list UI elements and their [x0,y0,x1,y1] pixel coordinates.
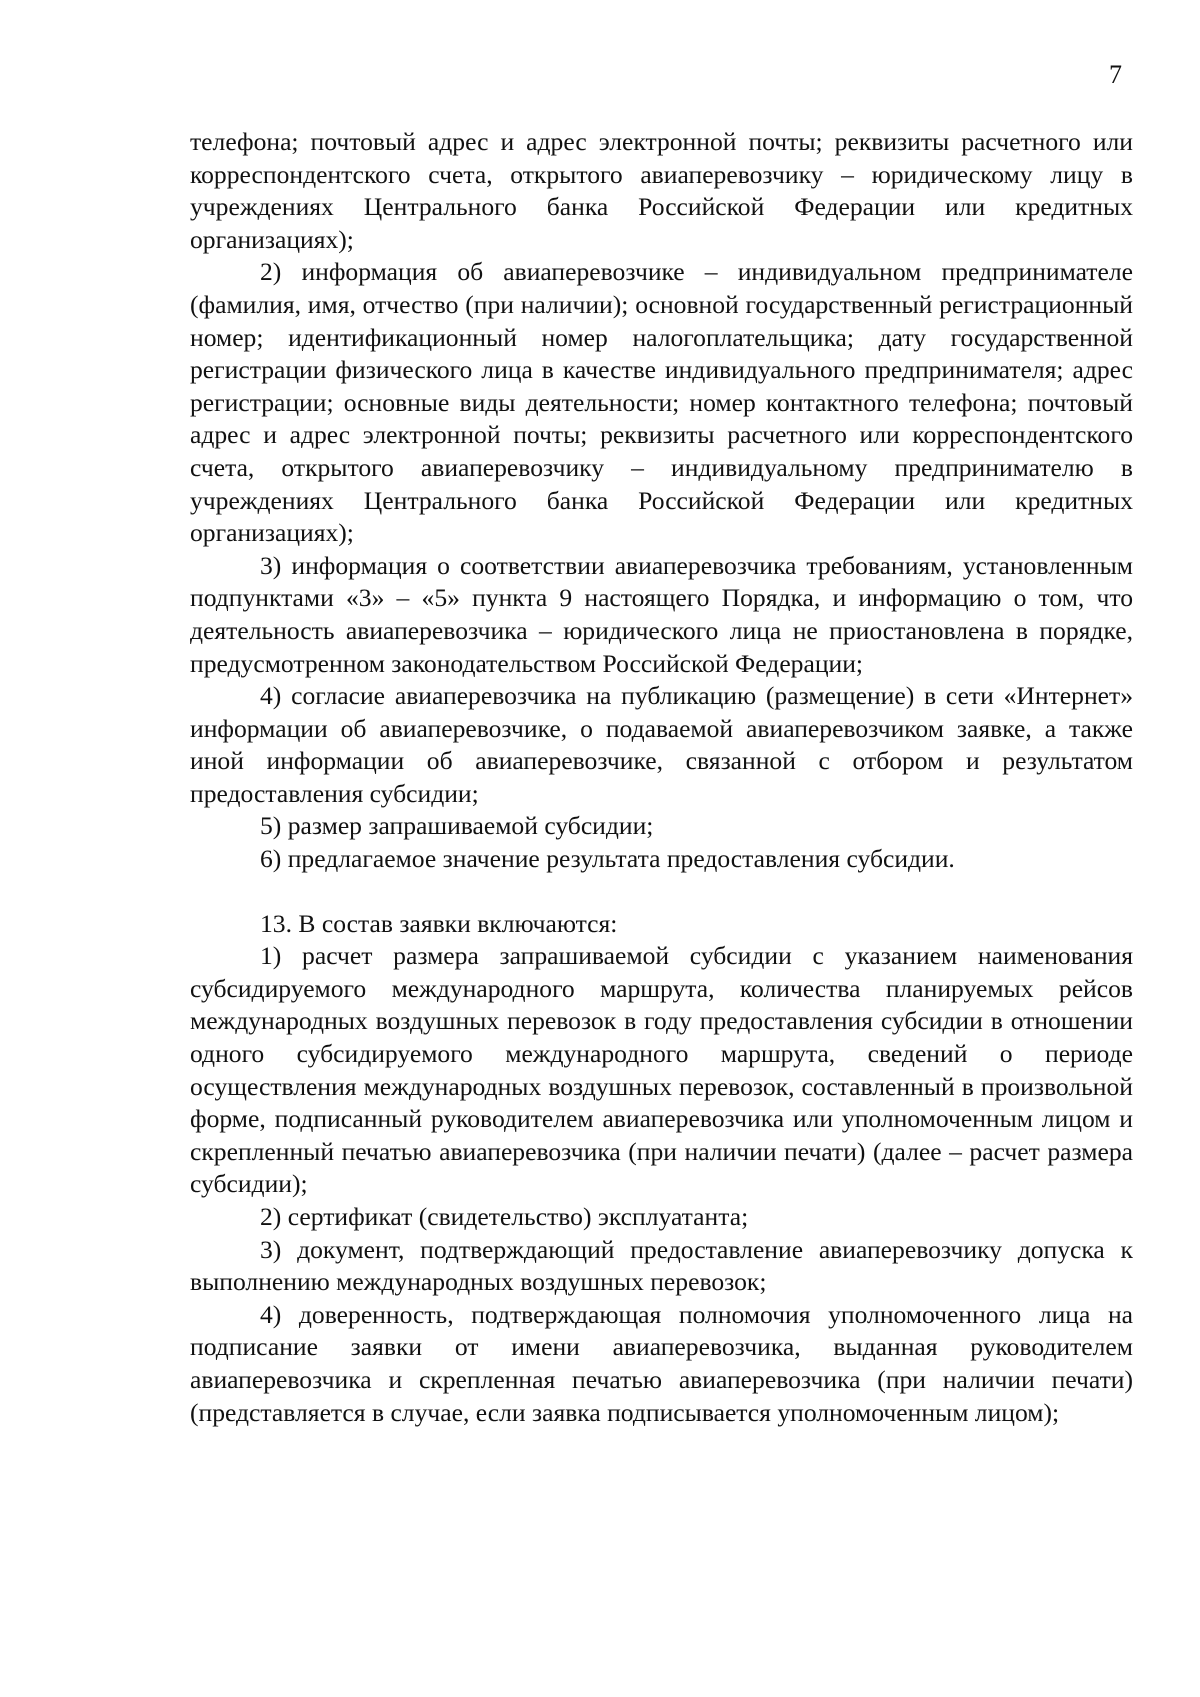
paragraph-item-3: 3) информация о соответствии авиаперевозчика требованиям, установленным подпунктами «3» – «5» пункта 9 настоящего Порядка, и информацию о том, что деятельность авиаперевозчика – юридического лица не приостановлена в порядке, предусмотренном законодательством Российской Федерации; [190,550,1133,678]
paragraph-item-4: 4) согласие авиаперевозчика на публикацию (размещение) в сети «Интернет» информации об авиаперевозчике, о подаваемой авиаперевозчиком заявке, а также иной информации об авиаперевозчике, связанной с отбором и результатом предоставления субсидии; [190,681,1133,808]
paragraph-13-item-1: 1) расчет размера запрашиваемой субсидии с указанием наименования субсидируемого международного маршрута, количества планируемых рейсов международных воздушных перевозок в году предоставления субсидии в отношении одного субсидируемого международного маршрута, сведений о периоде осуществления международных воздушных перевозок, составленный в произвольной форме, подписанный руководителем авиаперевозчика или уполномоченным лицом и скрепленный печатью авиаперевозчика (при наличии печати) (далее – расчет размера субсидии); [190,941,1133,1199]
paragraph-item-2: 2) информация об авиаперевозчике – индивидуальном предпринимателе (фамилия, имя, отчество (при наличии); основной государственный регистрационный номер; идентификационный номер налогоплательщика; дату государственной регистрации физического лица в качестве индивидуального предпринимателя; адрес регистрации; основные виды деятельности; номер контактного телефона; почтовый адрес и адрес электронной почты; реквизиты расчетного или корреспондентского счета, открытого авиаперевозчику – индивидуальному предпринимателю в учреждениях Центрального банка Российской Федерации или кредитных организациях); [190,257,1133,548]
paragraph-13-item-4: 4) доверенность, подтверждающая полномочия уполномоченного лица на подписание заявки от имени авиаперевозчика, выданная руководителем авиаперевозчика и скрепленная печатью авиаперевозчика (при наличии печати) (представляется в случае, если заявка подписывается уполномоченным лицом); [190,1299,1133,1427]
paragraph-13-item-3: 3) документ, подтверждающий предоставление авиаперевозчику допуска к выполнению международных воздушных перевозок; [190,1234,1133,1297]
paragraph-item-5: 5) размер запрашиваемой субсидии; [260,811,654,841]
paragraph-continuation: телефона; почтовый адрес и адрес электронной почты; реквизиты расчетного или корреспондентского счета, открытого авиаперевозчику – юридическому лицу в учреждениях Центрального банка Российской Федерации или кредитных организациях); [190,127,1133,254]
page-number: 7 [1109,60,1122,89]
paragraph-13-item-2: 2) сертификат (свидетельство) эксплуатанта; [260,1202,749,1231]
section-13-heading: 13. В состав заявки включаются: [260,908,618,938]
paragraph-item-6: 6) предлагаемое значение результата предоставления субсидии. [260,844,955,874]
document-body [190,126,1133,1429]
section-spacer [190,876,1133,908]
